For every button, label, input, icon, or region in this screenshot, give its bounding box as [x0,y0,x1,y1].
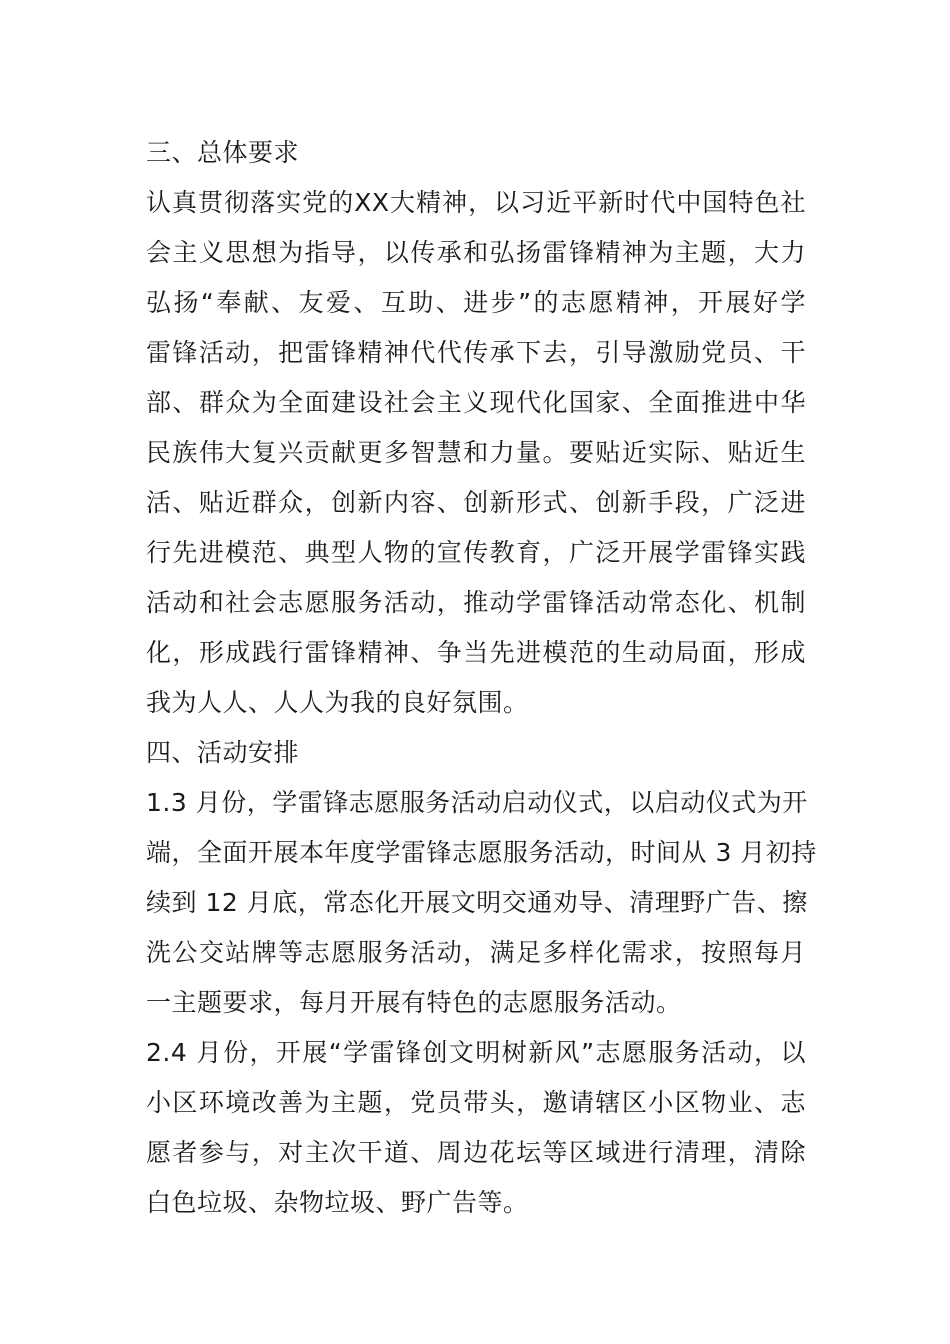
paragraph-line: 我为人人、人人为我的良好氛围。 [146,688,529,717]
paragraph-line: 续到 12 月底，常态化开展文明交通劝导、清理野广告、擦 [146,888,808,917]
paragraph-line: 认真贯彻落实党的XX大精神，以习近平新时代中国特色社 [146,188,806,217]
paragraph-line: 愿者参与，对主次干道、周边花坛等区域进行清理，清除 [146,1138,806,1167]
paragraph-line: 小区环境改善为主题，党员带头，邀请辖区小区物业、志 [146,1088,806,1117]
section-paragraph-overall-requirements [146,178,806,728]
paragraph-line: 2.4 月份，开展“学雷锋创文明树新风”志愿服务活动，以 [146,1038,806,1067]
activity-item-1 [146,778,817,1028]
section-heading-overall-requirements: 三、总体要求 [146,138,300,167]
paragraph-line: 部、群众为全面建设社会主义现代化国家、全面推进中华 [146,388,806,417]
document-body [146,128,817,1228]
section-heading-activity-arrangement: 四、活动安排 [146,738,300,767]
activity-item-2 [146,1028,806,1228]
paragraph-line: 弘扬“奉献、友爱、互助、进步”的志愿精神，开展好学 [146,288,806,317]
paragraph-line: 活、贴近群众，创新内容、创新形式、创新手段，广泛进 [146,488,806,517]
paragraph-line: 一主题要求，每月开展有特色的志愿服务活动。 [146,988,682,1017]
paragraph-line: 洗公交站牌等志愿服务活动，满足多样化需求，按照每月 [146,938,806,967]
paragraph-line: 活动和社会志愿服务活动，推动学雷锋活动常态化、机制 [146,588,806,617]
paragraph-line: 会主义思想为指导，以传承和弘扬雷锋精神为主题，大力 [146,238,806,267]
paragraph-line: 行先进模范、典型人物的宣传教育，广泛开展学雷锋实践 [146,538,806,567]
paragraph-line: 雷锋活动，把雷锋精神代代传承下去，引导激励党员、干 [146,338,806,367]
paragraph-line: 白色垃圾、杂物垃圾、野广告等。 [146,1188,529,1217]
paragraph-line: 端，全面开展本年度学雷锋志愿服务活动，时间从 3 月初持 [146,838,817,867]
paragraph-line: 1.3 月份，学雷锋志愿服务活动启动仪式，以启动仪式为开 [146,788,808,817]
paragraph-line: 化，形成践行雷锋精神、争当先进模范的生动局面，形成 [146,638,806,667]
paragraph-line: 民族伟大复兴贡献更多智慧和力量。要贴近实际、贴近生 [146,438,806,467]
